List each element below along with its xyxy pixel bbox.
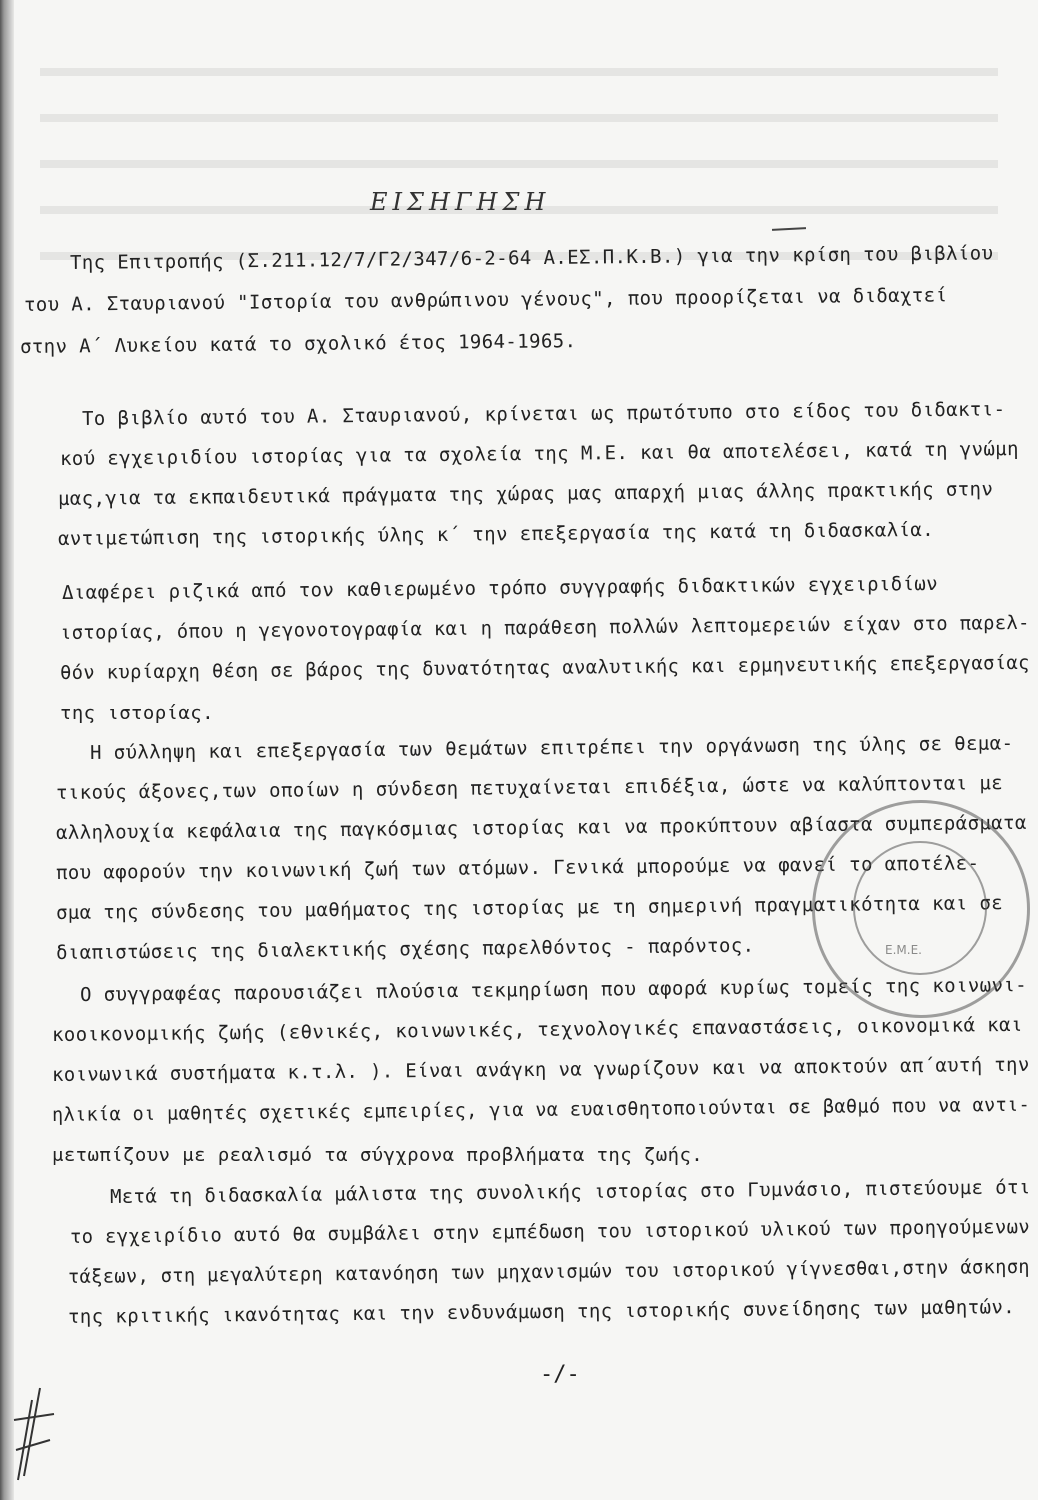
body-line: κοοικονομικής ζωής (εθνικές, κοινωνικές, τεχνολογικές επαναστάσεις, οικονομικά και	[51, 1013, 1023, 1046]
body-line: μετωπίζουν με ρεαλισμό τα σύγχρονα προβλήματα της ζωής.	[52, 1144, 704, 1166]
body-line: στην Α΄ Λυκείου κατά το σχολικό έτος 1964-1965.	[19, 330, 577, 358]
body-line: Μετά τη διδασκαλία μάλιστα της συνολικής ιστορίας στο Γυμνάσιο, πιστεύουμε ότι	[109, 1176, 1031, 1208]
document-title: ΕΙΣΗΓΗΣΗ	[370, 188, 551, 216]
body-line: του Α. Σταυριανού "Ιστορία του ανθρώπινου γένους", που προορίζεται να διδαχτεί	[23, 284, 948, 316]
body-line: διαπιστώσεις της διαλεκτικής σχέσης παρελθόντος - παρόντος.	[55, 934, 755, 964]
body-line: ηλικία οι μαθητές σχετικές εμπειρίες, για να ευαισθητοποιούνται σε βαθμό που να αντι-	[51, 1093, 1031, 1126]
body-line: κού εγχειριδίου ιστορίας για τα σχολεία της Μ.Ε. και θα αποτελέσει, κατά τη γνώμη	[59, 437, 1020, 470]
body-line: σμα της σύνδεσης του μαθήματος της ιστορίας με τη σημερινή πραγματικότητα και σε	[55, 892, 1004, 924]
body-line: αλληλουχία κεφάλαια της παγκόσμιας ιστορίας και να προκύπτουν αβίαστα συμπεράσματα	[55, 811, 1027, 844]
body-line: κοινωνικά συστήματα κ.τ.λ. ). Είναι ανάγκη να γνωρίζουν και να αποκτούν απ΄αυτή την	[51, 1053, 1030, 1086]
body-line: το εγχειρίδιο αυτό θα συμβάλει στην εμπέδωση του ιστορικού υλικού των προηγούμενων	[69, 1215, 1031, 1248]
stamp-caption: Ε.Μ.Ε.	[885, 943, 922, 957]
body-line: Το βιβλίο αυτό του Α. Σταυριανού, κρίνεται ως πρωτότυπο στο είδος του διδακτι-	[81, 398, 1006, 430]
body-line: ιστορίας, όπου η γεγονοτογραφία και η παράθεση πολλών λεπτομερειών είχαν στο παρελ-	[59, 611, 1030, 644]
official-stamp	[812, 800, 1030, 1018]
bleed-through-text	[40, 30, 998, 260]
body-line: Η σύλληψη και επεξεργασία των θεμάτων επιτρέπει την οργάνωση της ύλης σε θεμα-	[89, 732, 1014, 764]
body-line: της ιστορίας.	[60, 702, 214, 724]
handwritten-mark	[772, 227, 806, 231]
body-line: τικούς άξονες,των οποίων η σύνδεση πετυχαίνεται επιδέξια, ώστε να καλύπτονται με	[55, 772, 1004, 804]
body-line: Της Επιτροπής (Σ.211.12/7/Γ2/347/6-2-64 Α.ΕΣ.Π.Κ.Β.) για την κρίση του βιβλίου	[69, 242, 994, 274]
page-edge-shadow	[0, 0, 14, 1500]
body-line: της κριτικής ικανότητας και την ενδυνάμωση της ιστορικής συνείδησης των μαθητών.	[67, 1296, 1016, 1328]
page-number: -/-	[540, 1362, 580, 1387]
body-line: αντιμετώπιση της ιστορικής ύλης κ΄ την επεξεργασία της κατά τη διδασκαλία.	[57, 518, 935, 550]
body-line: θόν κυρίαρχη θέση σε βάρος της δυνατότητας αναλυτικής και ερμηνευτικής επεξεργασίας	[59, 651, 1030, 684]
body-line: τάξεων, στη μεγαλύτερη κατανόηση των μηχανισμών του ιστορικού γίγνεσθαι,στην άσκηση	[67, 1255, 1031, 1288]
body-line: Διαφέρει ριζικά από τον καθιερωμένο τρόπο συγγραφής διδακτικών εγχειριδίων	[61, 572, 939, 604]
body-line: Ο συγγραφέας παρουσιάζει πλούσια τεκμηρίωση που αφορά κυρίως τομείς της κοινωνι-	[79, 974, 1028, 1006]
body-line: που αφορούν την κοινωνική ζωή των ατόμων. Γενικά μπορούμε να φανεί το αποτέλε-	[55, 852, 980, 884]
handwritten-signature	[10, 1380, 60, 1490]
body-line: μας,για τα εκπαιδευτικά πράγματα της χώρας μας απαρχή μιας άλλης πρακτικής στην	[57, 478, 994, 510]
